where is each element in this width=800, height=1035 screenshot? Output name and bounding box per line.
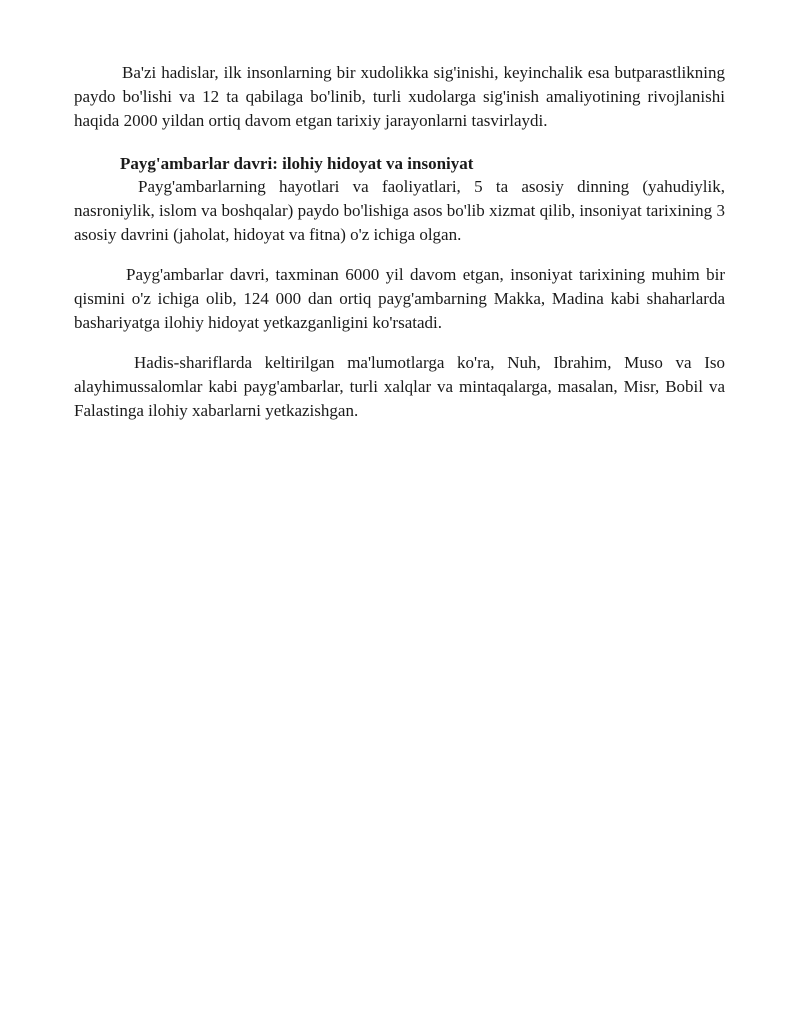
- paragraph-intro: Ba'zi hadislar, ilk insonlarning bir xudolikka sig'inishi, keyinchalik esa butparastlikning paydo bo'lishi va 12 ta qabilaga bo'linib, turli xudolarga sig'inish amaliyotining rivojlanishi haqida 2000 yildan ortiq davom etgan tarixiy jarayonlarni tasvirlaydi.: [74, 63, 725, 130]
- paragraph-hadith-info: Hadis-shariflarda keltirilgan ma'lumotlarga ko'ra, Nuh, Ibrahim, Muso va Iso alayhimussalomlar kabi payg'ambarlar, turli xalqlar va mintaqalarga, masalan, Misr, Bobil va Falastinga ilohiy xabarlarni yetkazishgan.: [74, 353, 725, 420]
- section-heading: Payg'ambarlar davri: ilohiy hidoyat va insoniyat: [120, 154, 474, 173]
- paragraph-prophets-era: Payg'ambarlar davri, taxminan 6000 yil davom etgan, insoniyat tarixining muhim bir qismini o'z ichiga olib, 124 000 dan ortiq payg'ambarning Makka, Madina kabi shaharlarda bashariyatga ilohiy hidoyat yetkazganligini ko'rsatadi.: [74, 265, 725, 332]
- document-body: [74, 61, 725, 423]
- paragraph-prophets-lives: Payg'ambarlarning hayotlari va faoliyatlari, 5 ta asosiy dinning (yahudiylik, nasroniylik, islom va boshqalar) paydo bo'lishiga asos bo'lib xizmat qilib, insoniyat tarixining 3 asosiy davrini (jaholat, hidoyat va fitna) o'z ichiga olgan.: [74, 177, 725, 244]
